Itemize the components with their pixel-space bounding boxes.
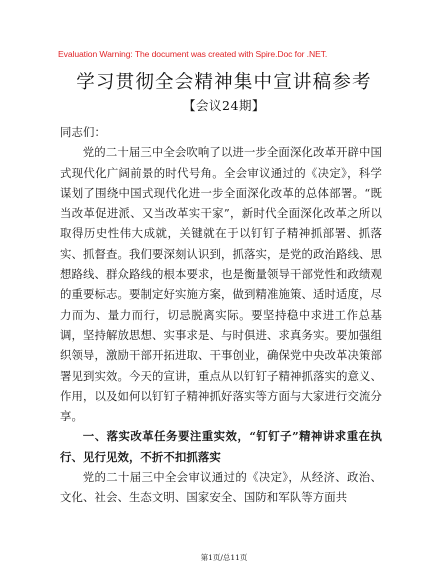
page-title: 学习贯彻全会精神集中宣讲稿参考: [76, 72, 372, 93]
page-number-footer: 第1页/总11页: [200, 553, 248, 562]
document-body: [60, 122, 382, 508]
greeting: 同志们：: [60, 125, 106, 139]
body-paragraph: 党的二十届三中全会审议通过的《决定》，从经济、政治、文化、社会、生态文明、国家安全、国防和军队等方面共: [60, 470, 382, 505]
body-paragraph: 党的二十届三中全会吹响了以进一步全面深化改革开辟中国式现代化广阔前景的时代号角。全会审议通过的《决定》，科学谋划了围绕中国式现代化进一步全面深化改革的总体部署。“既当改革促进派、又当改革实干家”，新时代全面深化改革之所以取得历史性伟大成就，关键就在于以钉钉子精神抓部署、抓落实、抓督查。我们要深刻认识到，抓落实，是党的政治路线、思想路线、群众路线的根本要求，也是衡量领导干部党性和政绩观的重要标志。要制定好实施方案，做到精准施策、适时适度，尽力而为、量力而行，切忌脱离实际。要坚持稳中求进工作总基调，坚持解放思想、实事求是、与时俱进、求真务实。要加强组织领导，激励干部开拓进取、干事创业，确保党中央改革决策部署见到实效。今天的宣讲，重点从以钉钉子精神抓落实的意义、作用，以及如何以钉钉子精神抓好落实等方面与大家进行交流分享。: [60, 145, 382, 424]
evaluation-warning: Evaluation Warning: The document was created with Spire.Doc for .NET.: [58, 49, 328, 59]
meeting-issue-subtitle: 【会议24期】: [183, 98, 265, 113]
section-heading: 一、落实改革任务要注重实效，“钉钉子”精神讲求重在执行、见行见效，不折不扣抓落实: [60, 429, 382, 464]
